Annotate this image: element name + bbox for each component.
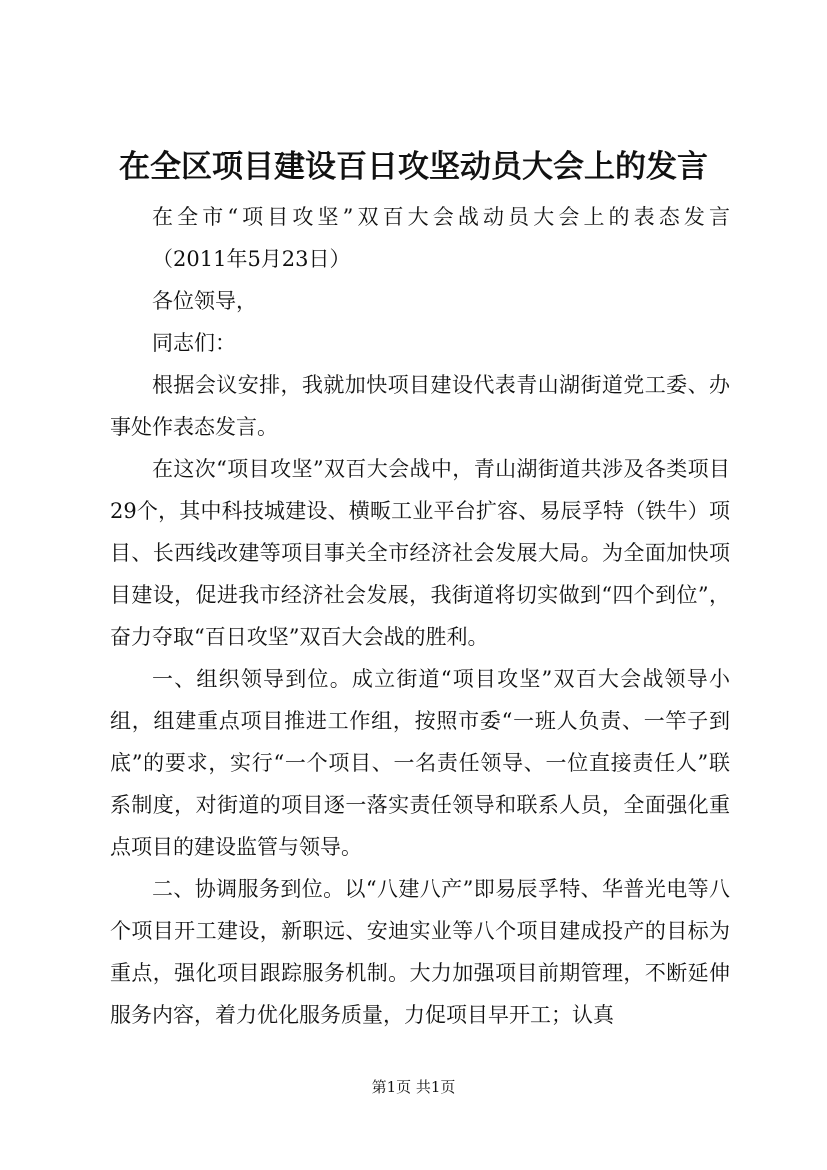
body-paragraph: 在这次“项目攻坚”双百大会战中，青山湖街道共涉及各类项目29个，其中科技城建设、横畈工业平台扩容、易辰孚特（铁牛）项目、长西线改建等项目事关全市经济社会发展大局。为全面加快项目建设，促进我市经济社会发展，我街道将切实做到“四个到位”，奋力夺取“百日攻坚”双百大会战的胜利。 xyxy=(110,457,730,649)
salutation-leaders: 各位领导， xyxy=(152,289,257,313)
page-footer: 第1页 共1页 xyxy=(371,1078,456,1096)
subtitle-paragraph: 在全市“项目攻坚”双百大会战动员大会上的表态发言 xyxy=(152,205,730,229)
body-paragraph: 二、协调服务到位。以“八建八产”即易辰孚特、华普光电等八个项目开工建设，新职远、安迪实业等八个项目建成投产的目标为重点，强化项目跟踪服务机制。大力加强项目前期管理，不断延伸服务内容，着力优化服务质量，力促项目早开工；认真 xyxy=(110,877,730,1027)
document-body xyxy=(110,196,730,1036)
date-paragraph: （2011年5月23日） xyxy=(152,247,351,271)
salutation-comrades: 同志们： xyxy=(152,331,236,355)
body-paragraph: 一、组织领导到位。成立街道“项目攻坚”双百大会战领导小组，组建重点项目推进工作组，按照市委“一班人负责、一竿子到底”的要求，实行“一个项目、一名责任领导、一位直接责任人”联系制度，对街道的项目逐一落实责任领导和联系人员，全面强化重点项目的建设监管与领导。 xyxy=(110,667,730,859)
body-paragraph: 根据会议安排，我就加快项目建设代表青山湖街道党工委、办事处作表态发言。 xyxy=(110,373,730,439)
document-title: 在全区项目建设百日攻坚动员大会上的发言 xyxy=(119,149,708,185)
